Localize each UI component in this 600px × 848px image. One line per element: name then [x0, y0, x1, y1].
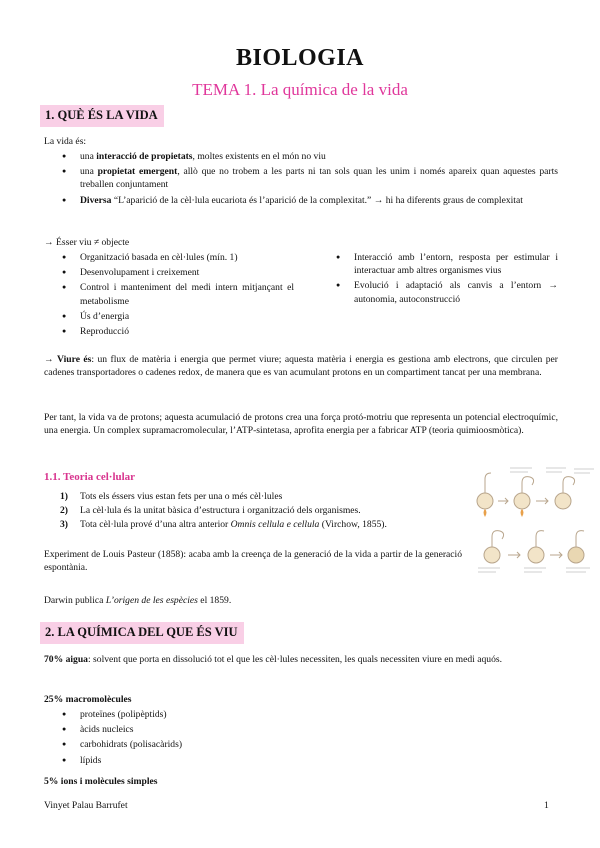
- list-item: ● àcids nucleics: [62, 723, 462, 736]
- viure-es-paragraph: → Viure és: un flux de matèria i energia que permet viure; aquesta matèria i energia es gestiona amb electrons, que circulen per cadenes transportadores o cadenes redox, de manera que es van acumulant protons en un compartiment tancat per una membrana.: [44, 354, 558, 379]
- ions-heading: 5% ions i molècules simples: [44, 776, 158, 787]
- living-traits-left-list: [62, 251, 294, 340]
- list-item: ● Control i manteniment del medi intern mitjançant el metabolisme: [62, 281, 294, 307]
- list-item: ● lípids: [62, 754, 462, 767]
- protons-paragraph: Per tant, la vida va de protons; aquesta acumulació de protons crea una força protó-motriu que representa un potencial electroquímic, una energia. Un complex supramacromolecular, l’ATP-sintetasa, aprofita energia per a fabricar ATP (teoria quimioosmòtica).: [44, 412, 558, 437]
- list-item: 3) Tota cèl·lula prové d’una altra anterior Omnis cellula e cellula (Virchow, 1855).: [60, 519, 387, 531]
- life-properties-list: [62, 150, 558, 209]
- section-1-heading: 1. QUÈ ÉS LA VIDA: [40, 105, 164, 127]
- living-traits-right-list: [336, 251, 558, 308]
- list-item: ● una propietat emergent, allò que no trobem a les parts ni tan sols quan les unim i només apareix quan aquestes parts treballen conjuntament: [62, 165, 558, 191]
- list-item: 2) La cèl·lula és la unitat bàsica d’estructura i organització dels organismes.: [60, 505, 361, 517]
- macromolecules-list: [62, 708, 462, 769]
- list-item: ● una interacció de propietats, moltes existents en el món no viu: [62, 150, 558, 163]
- water-paragraph: 70% aigua: solvent que porta en dissolució tot el que les cèl·lules necessiten, les quals necessiten viure en medi aquós.: [44, 654, 503, 665]
- darwin-line: Darwin publica L’origen de les espècies el 1859.: [44, 595, 232, 606]
- cell-theory-list: [56, 490, 456, 533]
- list-item: ● Interacció amb l’entorn, resposta per estimular i interactuar amb altres organismes vius: [336, 251, 558, 277]
- document-subtitle: TEMA 1. La química de la vida: [192, 80, 408, 99]
- section-2-heading: 2. LA QUÍMICA DEL QUE ÉS VIU: [40, 622, 244, 644]
- section-1-intro: La vida és:: [44, 136, 87, 147]
- list-item: ● Reproducció: [62, 325, 294, 338]
- pasteur-flask-experiment-icon: [470, 463, 600, 581]
- list-item: ● Organització basada en cèl·lules (mín. 1): [62, 251, 294, 264]
- pasteur-paragraph: Experiment de Louis Pasteur (1858): acaba amb la creença de la generació de la vida a partir de la generació espontània.: [44, 549, 462, 574]
- subsection-1-1-heading: 1.1. Teoria cel·lular: [44, 471, 136, 483]
- page-number: 1: [544, 800, 549, 811]
- footer-author: Vinyet Palau Barrufet: [44, 800, 128, 811]
- list-item: ● Diversa “L’aparició de la cèl·lula eucariota és l’aparició de la complexitat.” → hi ha diferents graus de complexitat: [62, 194, 558, 207]
- list-item: ● Desenvolupament i creixement: [62, 266, 294, 279]
- pasteur-flask-figure: [470, 463, 600, 581]
- list-item: ● carbohidrats (polisacàrids): [62, 738, 462, 751]
- macromolecules-heading: 25% macromolècules: [44, 694, 132, 705]
- list-item: ● Ús d’energia: [62, 310, 294, 323]
- document-title: BIOLOGIA: [235, 45, 365, 71]
- list-item: 1) Tots els éssers vius estan fets per una o més cèl·lules: [60, 491, 283, 502]
- list-item: ● proteïnes (polipèptids): [62, 708, 462, 721]
- list-item: ● Evolució i adaptació als canvis a l’entorn → autonomia, autoconstrucció: [336, 279, 558, 305]
- living-vs-object-line: → Ésser viu ≠ objecte: [44, 237, 130, 248]
